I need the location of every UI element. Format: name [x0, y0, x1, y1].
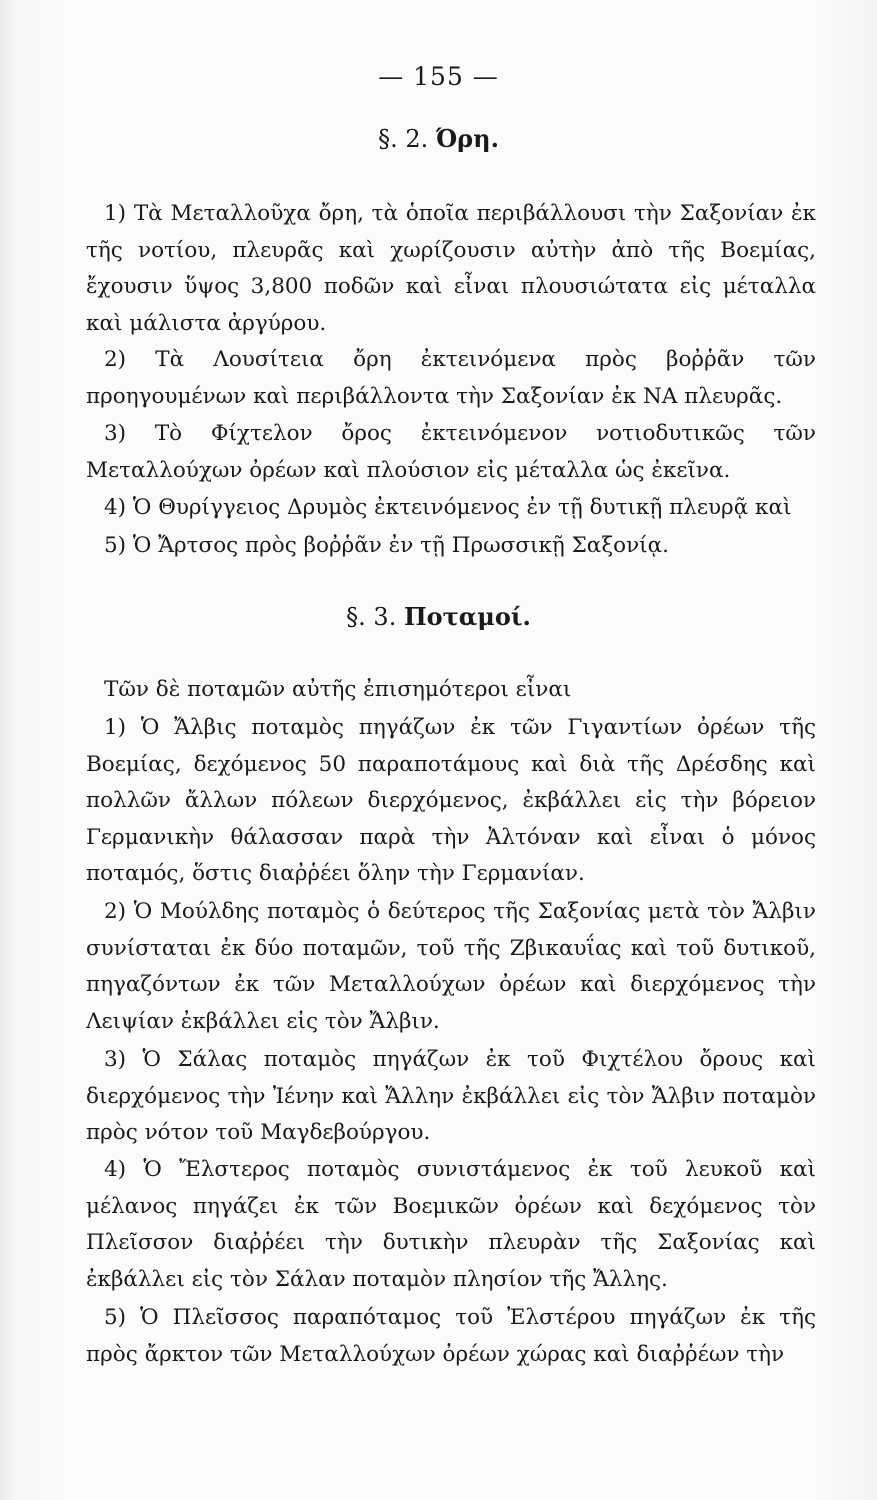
river-paragraph-3: 3) Ὁ Σάλας ποταμὸς πηγάζων ἐκ τοῦ Φιχτέλου ὄρους καὶ διερχόμενος τὴν Ἰένην καὶ Ἄλλην ἐκβάλλει εἰς τὸν Ἄλβιν ποταμὸν πρὸς νότον τοῦ Μαγδεβούργου.: [86, 1047, 816, 1146]
section-title: Ποταμοί.: [403, 602, 531, 631]
section-heading-rivers: [0, 602, 877, 631]
page-number: — 155 —: [378, 62, 499, 91]
mountain-paragraph-5: 5) Ὁ Ἄρτσος πρὸς βοῤῥᾶν ἐν τῇ Πρωσσικῇ Σαξονίᾳ.: [104, 533, 669, 558]
mountain-paragraph-1: 1) Τὰ Μεταλλοῦχα ὄρη, τὰ ὁποῖα περιβάλλουσι τὴν Σαξονίαν ἐκ τῆς νοτίου, πλευρᾶς καὶ χωρίζουσιν αὐτὴν ἀπὸ τῆς Βοεμίας, ἔχουσιν ὕψος 3,800 ποδῶν καὶ εἶναι πλουσιώτατα εἰς μέταλλα καὶ μάλιστα ἀργύρου.: [86, 201, 816, 336]
mountain-paragraph-4: 4) Ὁ Θυρίγγειος Δρυμὸς ἐκτεινόμενος ἐν τῇ δυτικῇ πλευρᾷ καὶ: [104, 495, 792, 520]
mountain-paragraph-2: 2) Τὰ Λουσίτεια ὄρη ἐκτεινόμενα πρὸς βοῤῥᾶν τῶν προηγουμένων καὶ περιβάλλοντα τὴν Σαξονίαν ἐκ ΝΑ πλευρᾶς.: [86, 347, 816, 409]
rivers-intro: Τῶν δὲ ποταμῶν αὐτῆς ἐπισημότεροι εἶναι: [104, 677, 572, 702]
section-title: Όρη.: [435, 124, 499, 153]
river-paragraph-4: 4) Ὁ Ἔλστερος ποταμὸς συνιστάμενος ἐκ τοῦ λευκοῦ καὶ μέλανος πηγάζει ἐκ τῶν Βοεμικῶν ὀρέων καὶ δεχόμενος τὸν Πλεῖσσον διαῤῥέει τὴν δυτικὴν πλευρὰν τῆς Σαξονίας καὶ ἐκβάλλει εἰς τὸν Σάλαν ποταμὸν πλησίον τῆς Ἄλλης.: [86, 1157, 816, 1292]
river-paragraph-5: 5) Ὁ Πλεῖσσος παραπόταμος τοῦ Ἐλστέρου πηγάζων ἐκ τῆς πρὸς ἄρκτον τῶν Μεταλλούχων ὀρέων χώρας καὶ διαῤῥέων τὴν: [86, 1305, 816, 1367]
section-label: §. 2.: [378, 125, 429, 153]
river-paragraph-1: 1) Ὁ Ἄλβις ποταμὸς πηγάζων ἐκ τῶν Γιγαντίων ὀρέων τῆς Βοεμίας, δεχόμενος 50 παραποτάμους καὶ διὰ τῆς Δρέσδης καὶ πολλῶν ἄλλων πόλεων διερχόμενος, ἐκβάλλει εἰς τὴν βόρειον Γερμανικὴν θάλασσαν παρὰ τὴν Ἀλτόναν καὶ εἶναι ὁ μόνος ποταμός, ὅστις διαῤῥέει ὅλην τὴν Γερμανίαν.: [86, 715, 816, 887]
mountain-paragraph-3: 3) Τὸ Φίχτελον ὄρος ἐκτεινόμενον νοτιοδυτικῶς τῶν Μεταλλούχων ὀρέων καὶ πλούσιον εἰς μέταλλα ὡς ἐκεῖνα.: [86, 421, 816, 483]
section-heading-mountains: [0, 124, 877, 153]
river-paragraph-2: 2) Ὁ Μούλδης ποταμὸς ὁ δεύτερος τῆς Σαξονίας μετὰ τὸν Ἄλβιν συνίσταται ἐκ δύο ποταμῶν, τοῦ τῆς Ζβικαυΐας καὶ τοῦ δυτικοῦ, πηγαζόντων ἐκ τῶν Μεταλλούχων ὀρέων καὶ διερχόμενος τὴν Λειψίαν ἐκβάλλει εἰς τὸν Ἄλβιν.: [86, 899, 816, 1034]
section-label: §. 3.: [346, 603, 397, 631]
